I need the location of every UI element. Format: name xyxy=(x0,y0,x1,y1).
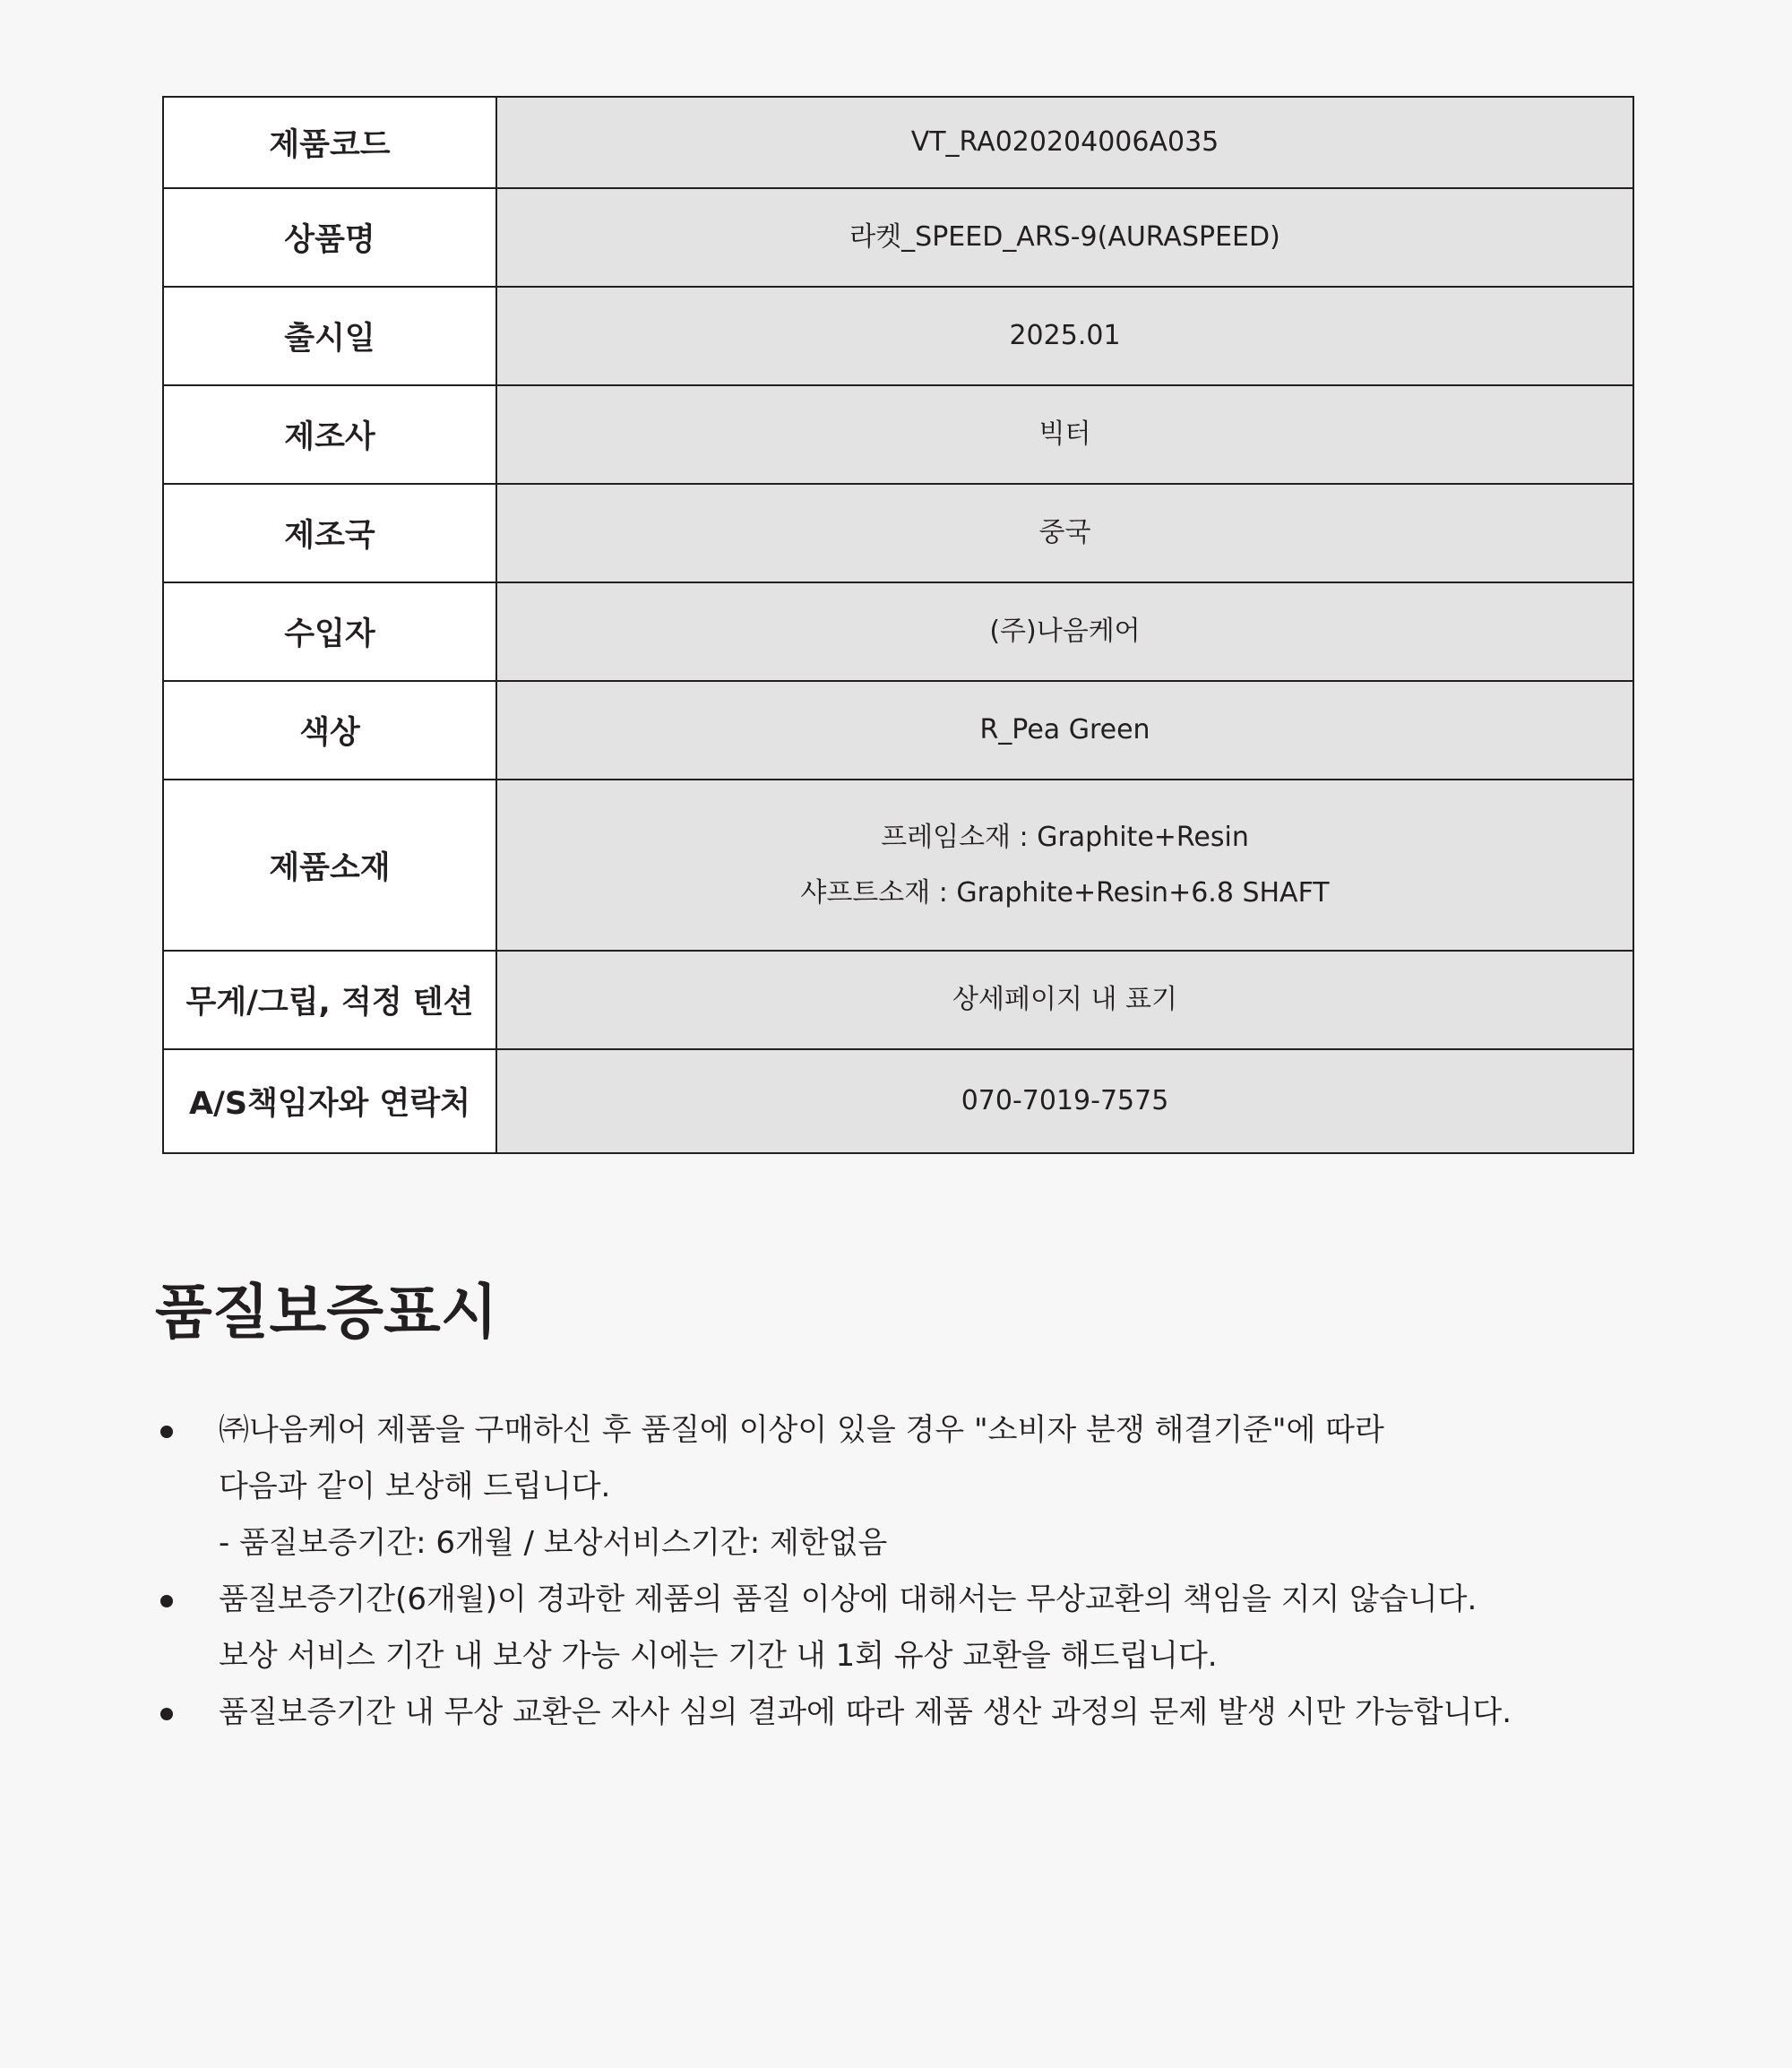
spec-label: 출시일 xyxy=(163,287,496,385)
bullet-icon xyxy=(160,1426,173,1438)
notice-line: 보상 서비스 기간 내 보상 가능 시에는 기간 내 1회 유상 교환을 해드립니다. xyxy=(219,1638,1218,1674)
spec-row-release-date xyxy=(163,287,1633,385)
spec-row-color xyxy=(163,681,1633,780)
spec-value-text: R_Pea Green xyxy=(979,714,1150,745)
spec-row-weight-grip-tension xyxy=(163,951,1633,1049)
quality-warranty-title: 품질보증표시 xyxy=(155,1278,498,1347)
spec-label: 제조사 xyxy=(163,385,496,484)
product-spec-table xyxy=(162,96,1634,1154)
spec-row-product-code xyxy=(163,97,1633,188)
spec-value xyxy=(496,287,1633,385)
bullet-icon xyxy=(160,1595,173,1607)
spec-value xyxy=(496,951,1633,1049)
spec-value xyxy=(496,681,1633,780)
notice-line: 품질보증기간 내 무상 교환은 자사 심의 결과에 따라 제품 생산 과정의 문제 발생 시만 가능합니다. xyxy=(219,1694,1512,1730)
spec-value-text: 상세페이지 내 표기 xyxy=(952,984,1177,1015)
spec-row-country xyxy=(163,484,1633,582)
list-item xyxy=(155,1685,1732,1741)
spec-value-text: 중국 xyxy=(1038,517,1091,548)
spec-label: 제품소재 xyxy=(163,780,496,951)
spec-value-text: (주)나음케어 xyxy=(989,616,1141,647)
spec-value-text: 샤프트소재 : Graphite+Resin+6.8 SHAFT xyxy=(800,876,1330,909)
notice-line: 품질보증기간(6개월)이 경과한 제품의 품질 이상에 대해서는 무상교환의 책임을 지지 않습니다. xyxy=(219,1581,1478,1617)
spec-value xyxy=(496,1049,1633,1153)
spec-label: 제품코드 xyxy=(163,97,496,188)
quality-notice-list xyxy=(155,1402,1732,1741)
list-item xyxy=(155,1402,1732,1572)
spec-label: 제조국 xyxy=(163,484,496,582)
spec-row-as-contact xyxy=(163,1049,1633,1153)
spec-value xyxy=(496,188,1633,287)
spec-value-text: VT_RA020204006A035 xyxy=(910,126,1219,158)
spec-label: A/S책임자와 연락처 xyxy=(163,1049,496,1153)
spec-row-importer xyxy=(163,582,1633,681)
spec-value-text: 2025.01 xyxy=(1009,320,1121,351)
spec-value-text: 빅터 xyxy=(1038,418,1091,450)
spec-value xyxy=(496,582,1633,681)
spec-value-text: 070-7019-7575 xyxy=(961,1085,1169,1116)
spec-value-text: 프레임소재 : Graphite+Resin xyxy=(881,821,1249,853)
spec-label: 무게/그립, 적정 텐션 xyxy=(163,951,496,1049)
spec-label: 수입자 xyxy=(163,582,496,681)
spec-value-text: 라켓_SPEED_ARS-9(AURASPEED) xyxy=(849,221,1280,253)
spec-value xyxy=(496,385,1633,484)
spec-row-manufacturer xyxy=(163,385,1633,484)
notice-line: - 품질보증기간: 6개월 / 보상서비스기간: 제한없음 xyxy=(219,1525,888,1561)
spec-value xyxy=(496,97,1633,188)
spec-value xyxy=(496,484,1633,582)
notice-line: ㈜나음케어 제품을 구매하신 후 품질에 이상이 있을 경우 "소비자 분쟁 해결기준"에 따라 xyxy=(219,1412,1384,1448)
spec-row-material xyxy=(163,780,1633,951)
bullet-icon xyxy=(160,1708,173,1720)
spec-label: 상품명 xyxy=(163,188,496,287)
spec-value xyxy=(496,780,1633,951)
list-item xyxy=(155,1572,1732,1685)
spec-row-product-name xyxy=(163,188,1633,287)
notice-line: 다음과 같이 보상해 드립니다. xyxy=(219,1469,611,1504)
spec-label: 색상 xyxy=(163,681,496,780)
